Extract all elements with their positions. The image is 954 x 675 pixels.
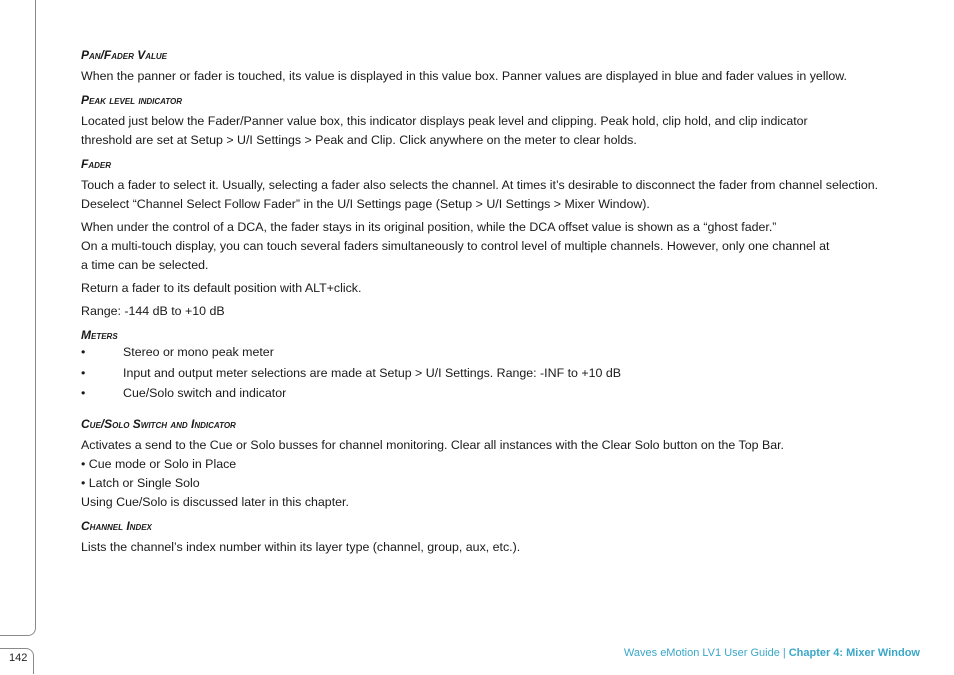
paragraph: • Cue mode or Solo in Place <box>81 457 237 471</box>
document-body <box>81 47 953 563</box>
paragraph: On a multi-touch display, you can touch several faders simultaneously to control level of multiple channels. However, only one channel at <box>81 239 830 253</box>
bullet-glyph: • <box>81 386 86 400</box>
paragraph: Deselect “Channel Select Follow Fader” in the U/I Settings page (Setup > U/I Settings > Mixer Window). <box>81 197 650 211</box>
paragraph: threshold are set at Setup > U/I Settings > Peak and Clip. Click anywhere on the meter to clear holds. <box>81 133 637 147</box>
footer-guide-title: Waves eMotion LV1 User Guide <box>623 647 780 659</box>
section-heading: Peak level indicator <box>81 93 183 107</box>
bullet-glyph: • <box>81 365 86 380</box>
section-fader <box>81 156 953 321</box>
section-heading: Cue/Solo Switch and Indicator <box>81 417 236 431</box>
paragraph: Activates a send to the Cue or Solo busses for channel monitoring. Clear all instances with the Clear Solo button on the Top Bar. <box>81 438 784 452</box>
page-footer <box>624 647 920 659</box>
section-meters <box>81 327 953 403</box>
section-channel-index <box>81 518 953 557</box>
paragraph: Located just below the Fader/Panner value box, this indicator displays peak level and clipping. Peak hold, clip hold, and clip indicator <box>81 114 808 128</box>
paragraph: Using Cue/Solo is discussed later in this chapter. <box>81 495 349 509</box>
section-cue-solo <box>81 416 953 512</box>
footer-chapter: Chapter 4: Mixer Window <box>788 647 920 659</box>
paragraph: When the panner or fader is touched, its value is displayed in this value box. Panner values are displayed in blue and fader values in yellow. <box>81 69 847 83</box>
list-item <box>81 384 953 403</box>
section-pan-fader-value <box>81 47 953 86</box>
left-margin-rule <box>0 0 36 636</box>
section-heading: Meters <box>81 328 118 342</box>
list-item <box>81 343 953 362</box>
paragraph: Return a fader to its default position with ALT+click. <box>81 281 362 295</box>
list-item-text: Cue/Solo switch and indicator <box>123 386 287 400</box>
section-heading: Pan/Fader Value <box>81 48 168 62</box>
section-heading: Fader <box>81 157 111 171</box>
paragraph: When under the control of a DCA, the fader stays in its original position, while the DCA offset value is shown as a “ghost fader.” <box>81 220 777 234</box>
paragraph: Lists the channel’s index number within its layer type (channel, group, aux, etc.). <box>81 540 521 554</box>
section-peak-level-indicator <box>81 92 953 150</box>
paragraph: a time can be selected. <box>81 258 209 272</box>
list-item-text: Stereo or mono peak meter <box>123 345 274 359</box>
page-number: 142 <box>9 652 28 664</box>
list-item-text: Input and output meter selections are made at Setup > U/I Settings. Range: -INF to +10 dB <box>123 365 621 380</box>
bullet-glyph: • <box>81 345 86 359</box>
paragraph: • Latch or Single Solo <box>81 476 200 490</box>
paragraph: Range: -144 dB to +10 dB <box>81 304 225 318</box>
list-item <box>81 364 953 383</box>
section-heading: Channel Index <box>81 519 152 533</box>
footer-separator: | <box>782 647 786 659</box>
bullet-list <box>81 343 953 403</box>
paragraph: Touch a fader to select it. Usually, selecting a fader also selects the channel. At times it’s desirable to disconnect the fader from channel selection. <box>81 178 879 192</box>
